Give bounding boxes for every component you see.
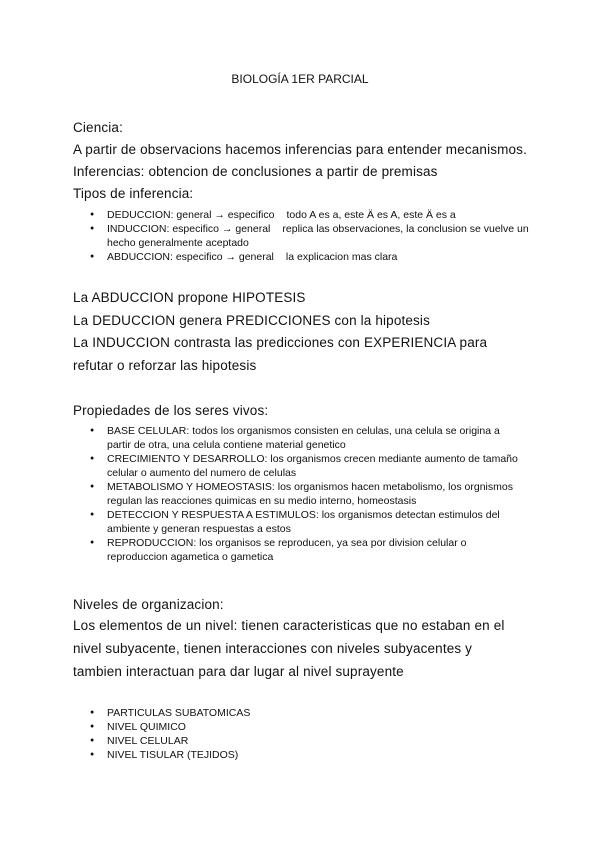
- list-item: ● NIVEL CELULAR: [90, 734, 490, 748]
- list-item: ● INDUCCION: especifico → general replica las observaciones, la conclusion se vuelve un hecho generalmente aceptado: [90, 222, 530, 250]
- ciencia-line-3: Tipos de inferencia:: [73, 186, 194, 201]
- niveles-text: Los elementos de un nivel: tienen caracteristicas que no estaban en el nivel subyacente, tienen interacciones con niveles subyacentes y tambien interactuan para dar lugar al nivel suprayente: [73, 618, 505, 679]
- list-item: ● NIVEL QUIMICO: [90, 720, 490, 734]
- list-item: ● METABOLISMO Y HOMEOSTASIS: los organismos hacen metabolismo, los orgnismos regulan las reacciones quimicas en su medio interno, homeostasis: [90, 480, 525, 508]
- niveles-heading: Niveles de organizacion:: [73, 597, 224, 612]
- list-item: ● CRECIMIENTO Y DESARROLLO: los organismos crecen mediante aumento de tamaño celular o aumento del numero de celulas: [90, 452, 525, 480]
- resumen-line-3: La INDUCCION contrasta las predicciones con EXPERIENCIA para refutar o reforzar las hipotesis: [73, 335, 488, 373]
- page-title: BIOLOGÍA 1ER PARCIAL: [231, 72, 369, 86]
- list-item: ● NIVEL TISULAR (TEJIDOS): [90, 748, 490, 762]
- niveles-list: [90, 706, 490, 762]
- list-item: ● ABDUCCION: especifico → general la explicacion mas clara: [90, 250, 530, 264]
- propiedades-heading: Propiedades de los seres vivos:: [73, 403, 269, 418]
- ciencia-line-1: A partir de observacions hacemos inferencias para entender mecanismos.: [73, 142, 527, 157]
- list-item: ● PARTICULAS SUBATOMICAS: [90, 706, 490, 720]
- propiedades-list: [90, 424, 525, 564]
- list-item: ● DETECCION Y RESPUESTA A ESTIMULOS: los organismos detectan estimulos del ambiente y generan respuestas a estos: [90, 508, 525, 536]
- ciencia-line-2: Inferencias: obtencion de conclusiones a partir de premisas: [73, 164, 438, 179]
- ciencia-heading: Ciencia:: [73, 120, 123, 135]
- list-item: ● DEDUCCION: general → especifico todo A es a, este Ä es A, este Ä es a: [90, 208, 530, 222]
- resumen-line-1: La ABDUCCION propone HIPOTESIS: [73, 290, 306, 305]
- resumen-line-2: La DEDUCCION genera PREDICCIONES con la hipotesis: [73, 313, 430, 328]
- inferencias-list: [90, 208, 530, 264]
- list-item: ● REPRODUCCION: los organisos se reproducen, ya sea por division celular o reproduccion agametica o gametica: [90, 536, 525, 564]
- list-item: ● BASE CELULAR: todos los organismos consisten en celulas, una celula se origina a partir de otra, una celula contiene material genetico: [90, 424, 525, 452]
